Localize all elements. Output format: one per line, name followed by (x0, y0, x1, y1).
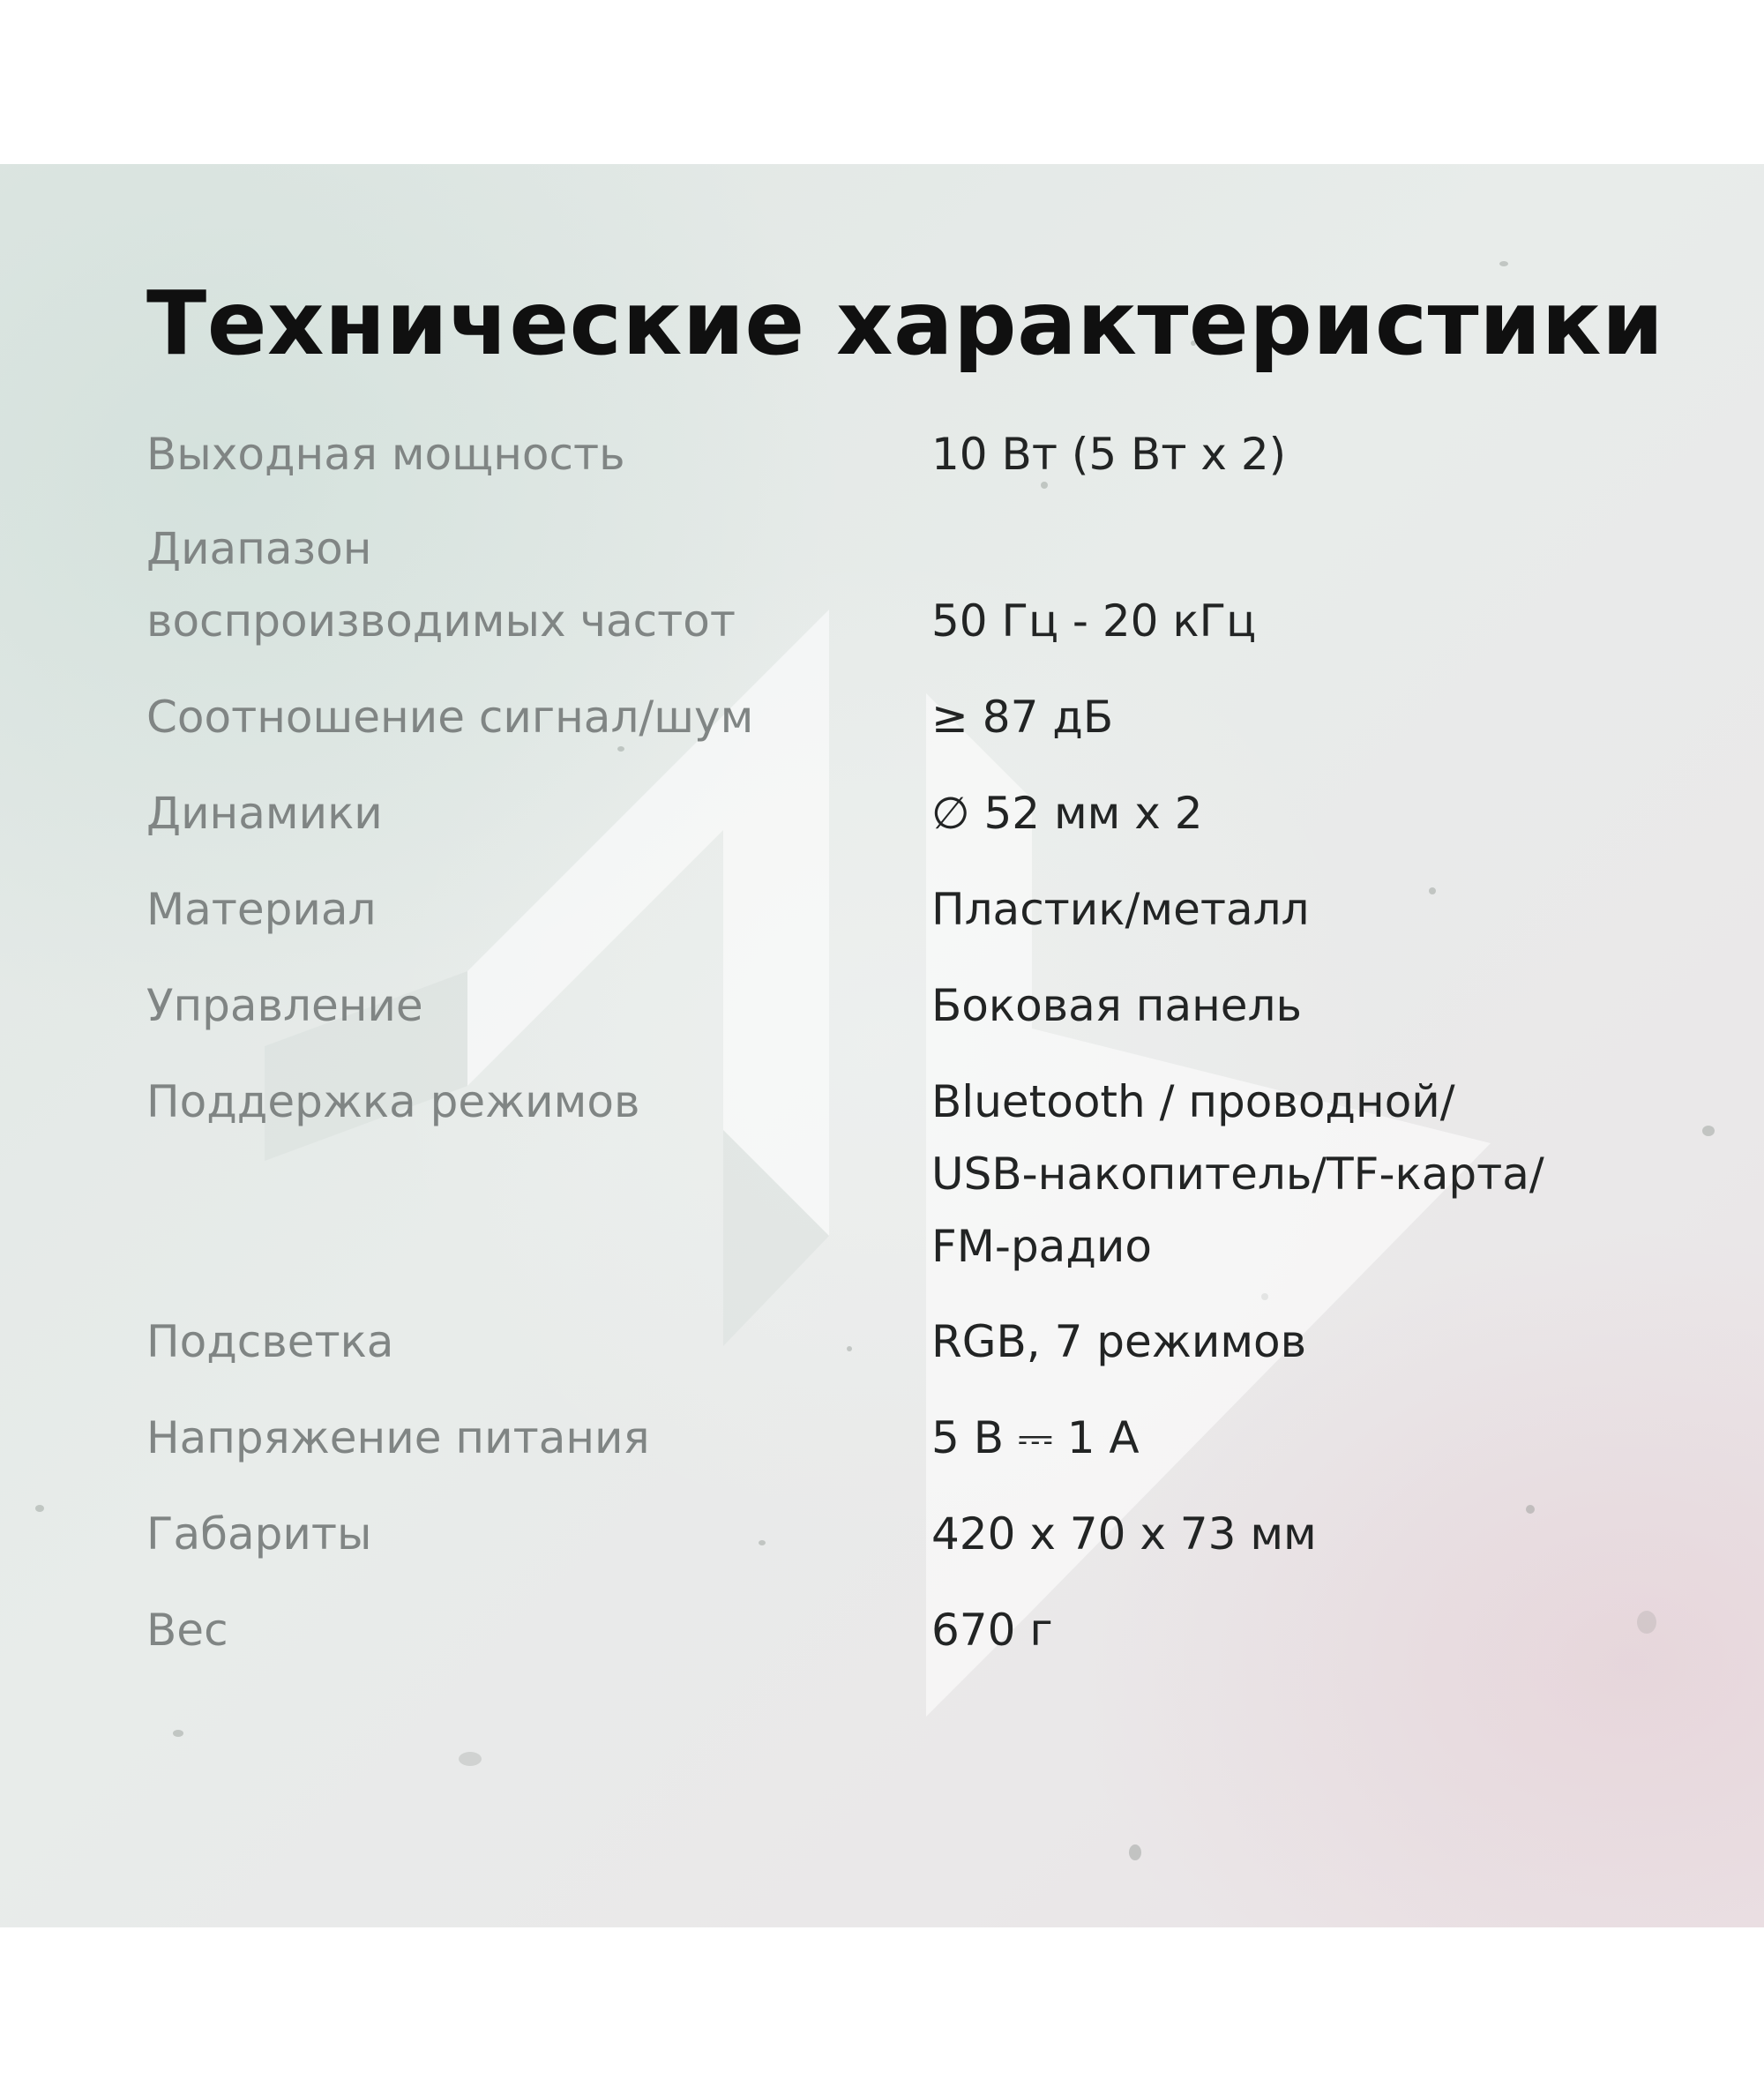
spec-label-line: Поддержка режимов (146, 1076, 640, 1127)
spec-value (931, 777, 1708, 849)
spec-label-line: Выходная мощность (146, 429, 625, 480)
spec-value (931, 1066, 1708, 1283)
spec-label (146, 418, 923, 490)
spec-label-line: Габариты (146, 1508, 372, 1560)
spec-label (146, 1306, 923, 1378)
spec-label-line: Подсветка (146, 1316, 394, 1367)
spec-value (931, 1402, 1708, 1474)
spec-card (0, 164, 1764, 1927)
spec-label (146, 1594, 923, 1666)
spec-label-line: Напряжение питания (146, 1412, 650, 1463)
spec-value-line: 10 Вт (5 Вт x 2) (931, 429, 1287, 480)
spec-value-line: USB-накопитель/TF-карта/ (931, 1149, 1544, 1200)
spec-label-line: Диапазон (146, 523, 372, 574)
spec-label (146, 1498, 923, 1570)
spec-value-line: RGB, 7 режимов (931, 1316, 1307, 1367)
spec-value (931, 1498, 1708, 1570)
spec-value (931, 969, 1708, 1042)
page-title: Технические характеристики (146, 272, 1664, 375)
spec-value-line: FM-радио (931, 1221, 1152, 1272)
spec-value (931, 873, 1708, 946)
spec-label (146, 1402, 923, 1474)
spec-label (146, 1066, 923, 1138)
spec-label-line: Управление (146, 980, 423, 1031)
spec-label-line: Соотношение сигнал/шум (146, 692, 754, 743)
spec-label-line: воспроизводимых частот (146, 595, 736, 647)
spec-label (146, 513, 923, 657)
spec-label (146, 873, 923, 946)
spec-value-line: ∅ 52 мм x 2 (931, 788, 1203, 839)
spec-label-line: Динамики (146, 788, 383, 839)
spec-label-line: Вес (146, 1605, 228, 1656)
spec-value (931, 418, 1708, 490)
spec-value (931, 1306, 1708, 1378)
spec-value-line: 670 г (931, 1605, 1053, 1656)
spec-label (146, 681, 923, 753)
spec-value-line: Боковая панель (931, 980, 1302, 1031)
spec-value-line: Пластик/металл (931, 884, 1310, 935)
spec-value-line: 420 x 70 x 73 мм (931, 1508, 1317, 1560)
spec-value-line: 5 В ⎓ 1 А (931, 1412, 1140, 1463)
spec-label (146, 777, 923, 849)
spec-value-line: 50 Гц - 20 кГц (931, 595, 1257, 647)
spec-value (931, 681, 1708, 753)
spec-value-line: Bluetooth / проводной/ (931, 1076, 1455, 1127)
spec-label-line: Материал (146, 884, 377, 935)
spec-value-line: ≥ 87 дБ (931, 692, 1114, 743)
spec-label (146, 969, 923, 1042)
spec-value (931, 1594, 1708, 1666)
spec-value (931, 585, 1708, 657)
